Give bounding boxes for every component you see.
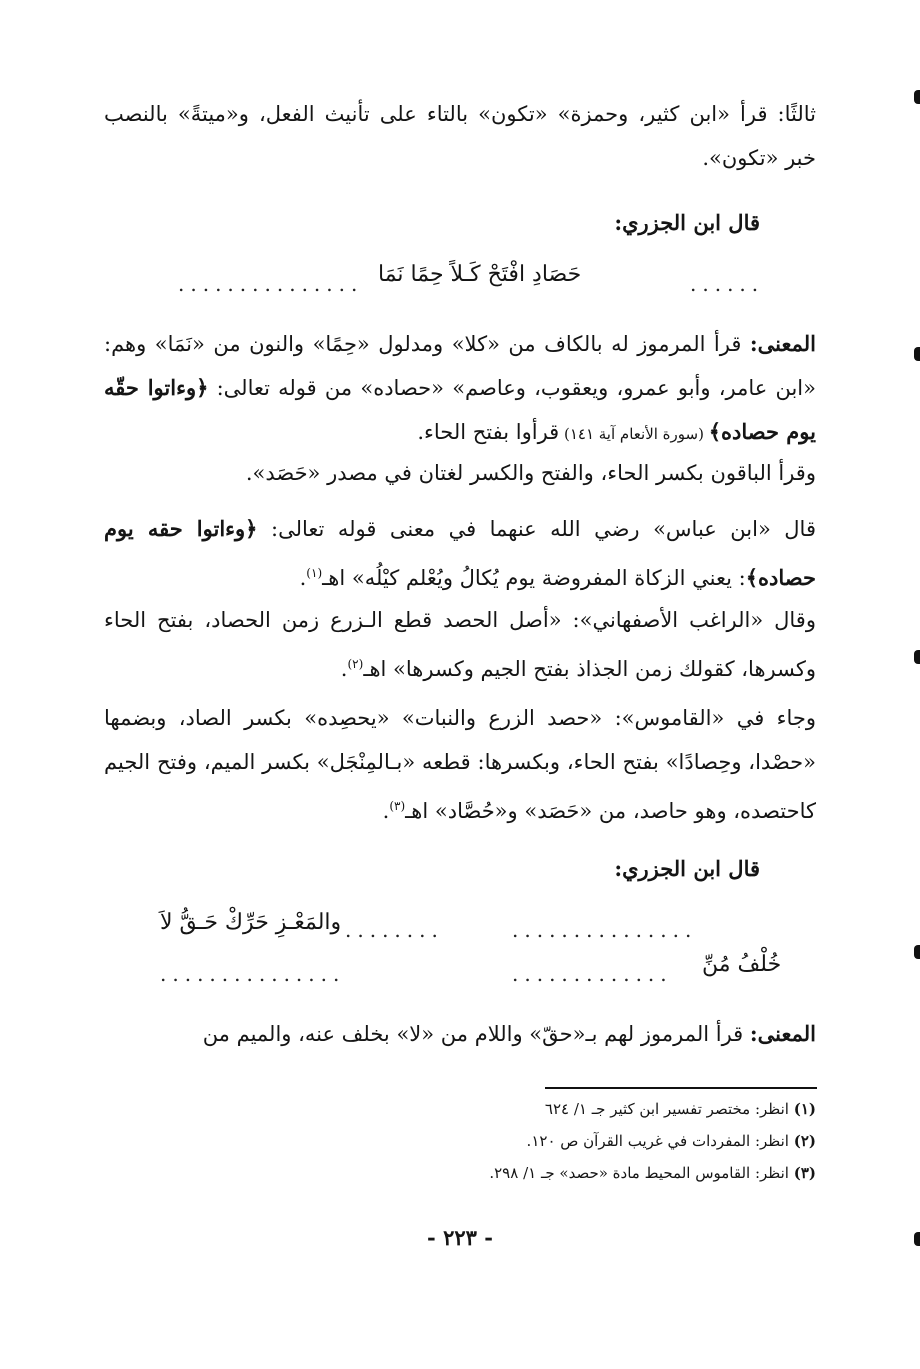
paragraph-raghib: وقال «الراغب الأصفهاني»: «أصل الحصد قطع الـزرع زمن الحصاد، بفتح الحاء وكسرها، كقولك زمن الجذاذ بفتح الجيم وكسرها» اهـ$^{(٢)}$.: [104, 608, 816, 681]
binding-mark: [914, 347, 920, 361]
verse-dots: ......: [690, 272, 765, 296]
footnote: (٣) انظر: القاموس المحيط مادة «حصد» جـ ١/ ٢٩٨.: [489, 1164, 816, 1182]
binding-mark: [914, 650, 920, 664]
quran-quote: ﴿وءاتوا حقّه يوم حصاده﴾: [104, 375, 816, 444]
footnote-ref: (١): [306, 566, 323, 580]
footnote-divider: [545, 1087, 817, 1089]
surah-reference: (سورة الأنعام آية ١٤١): [559, 425, 709, 443]
paragraph-thirdly: ثالثًا: قرأ «ابن كثير، وحمزة» «تكون» بالتاء على تأنيث الفعل، و«ميتةً» بالنصب خبر «تكون».: [104, 102, 816, 170]
paragraph-meaning: المعنى: قرأ المرموز له بالكاف من «كلا» ومدلول «حِمًا» والنون من «نَمَا» وهم: «ابن عامر، وأبو عمرو، ويعقوب، وعاصم» «حصاده» من قوله تعالى: ﴿وءاتوا حقّه يوم حصاده﴾ (سورة الأنعام آية ١٤١) قرأوا بفتح الحاء.: [104, 331, 816, 444]
footnote-ref: (٢): [347, 657, 364, 671]
verse-dots: ...............: [512, 918, 698, 942]
meaning-label: المعنى:: [749, 1021, 816, 1046]
footnote-ref: (٣): [389, 799, 406, 813]
verse-line: خُلْفُ مُنِّ: [702, 952, 782, 977]
verse-dots: .............: [512, 962, 673, 986]
footnote: (١) انظر: مختصر تفسير ابن كثير جـ ١/ ٦٢٤: [544, 1100, 816, 1118]
paragraph-others: وقرأ الباقون بكسر الحاء، والفتح والكسر لغتان في مصدر «حَصَد».: [245, 461, 816, 485]
section-heading: قال ابن الجزري:: [614, 210, 760, 235]
quran-quote: ﴿وءاتوا حقه يوم حصاده﴾: [104, 516, 816, 590]
binding-mark: [914, 90, 920, 104]
section-heading: قال ابن الجزري:: [614, 856, 760, 881]
page-number: - ٢٢٣ -: [427, 1225, 493, 1250]
verse-line: والمَعْـزِ حَرِّكْ حَـقُّ لاَ: [160, 910, 342, 935]
verse-dots: ...............: [160, 962, 346, 986]
paragraph-ibn-abbas: قال «ابن عباس» رضي الله عنهما في معنى قوله تعالى: ﴿وءاتوا حقه يوم حصاده﴾: يعني الزكاة المفروضة يوم يُكالُ ويُعْلم كيْلُه» اهـ$^{(١)}$.: [104, 516, 816, 590]
paragraph-qamus: وجاء في «القاموس»: «حصد الزرع والنبات» «يحصِده» بكسر الصاد، وبضمها «حصْدا، وحِصادًا» بفتح الحاء، وبكسرها: قطعه «بـالمِنْجَل» بكسر الميم، وفتح الجيم كاحتصده، وهو حاصد، من «حَصَد» و«حُصَّاد» اهـ$^{(٣)}$.: [104, 706, 816, 823]
binding-mark: [914, 945, 920, 959]
verse-line: حَصَادِ افْتَحْ كَـلاً حِمًا نَمَا: [378, 262, 582, 287]
verse-dots: ...............: [178, 272, 364, 296]
footnote: (٢) انظر: المفردات في غريب القرآن ص ١٢٠.: [526, 1132, 816, 1150]
meaning-label: المعنى:: [749, 331, 816, 356]
verse-dots: ........: [345, 918, 444, 942]
paragraph-meaning-2: المعنى: قرأ المرموز لهم بـ«حقّ» واللام من «لا» بخلف عنه، والميم من: [202, 1021, 816, 1046]
